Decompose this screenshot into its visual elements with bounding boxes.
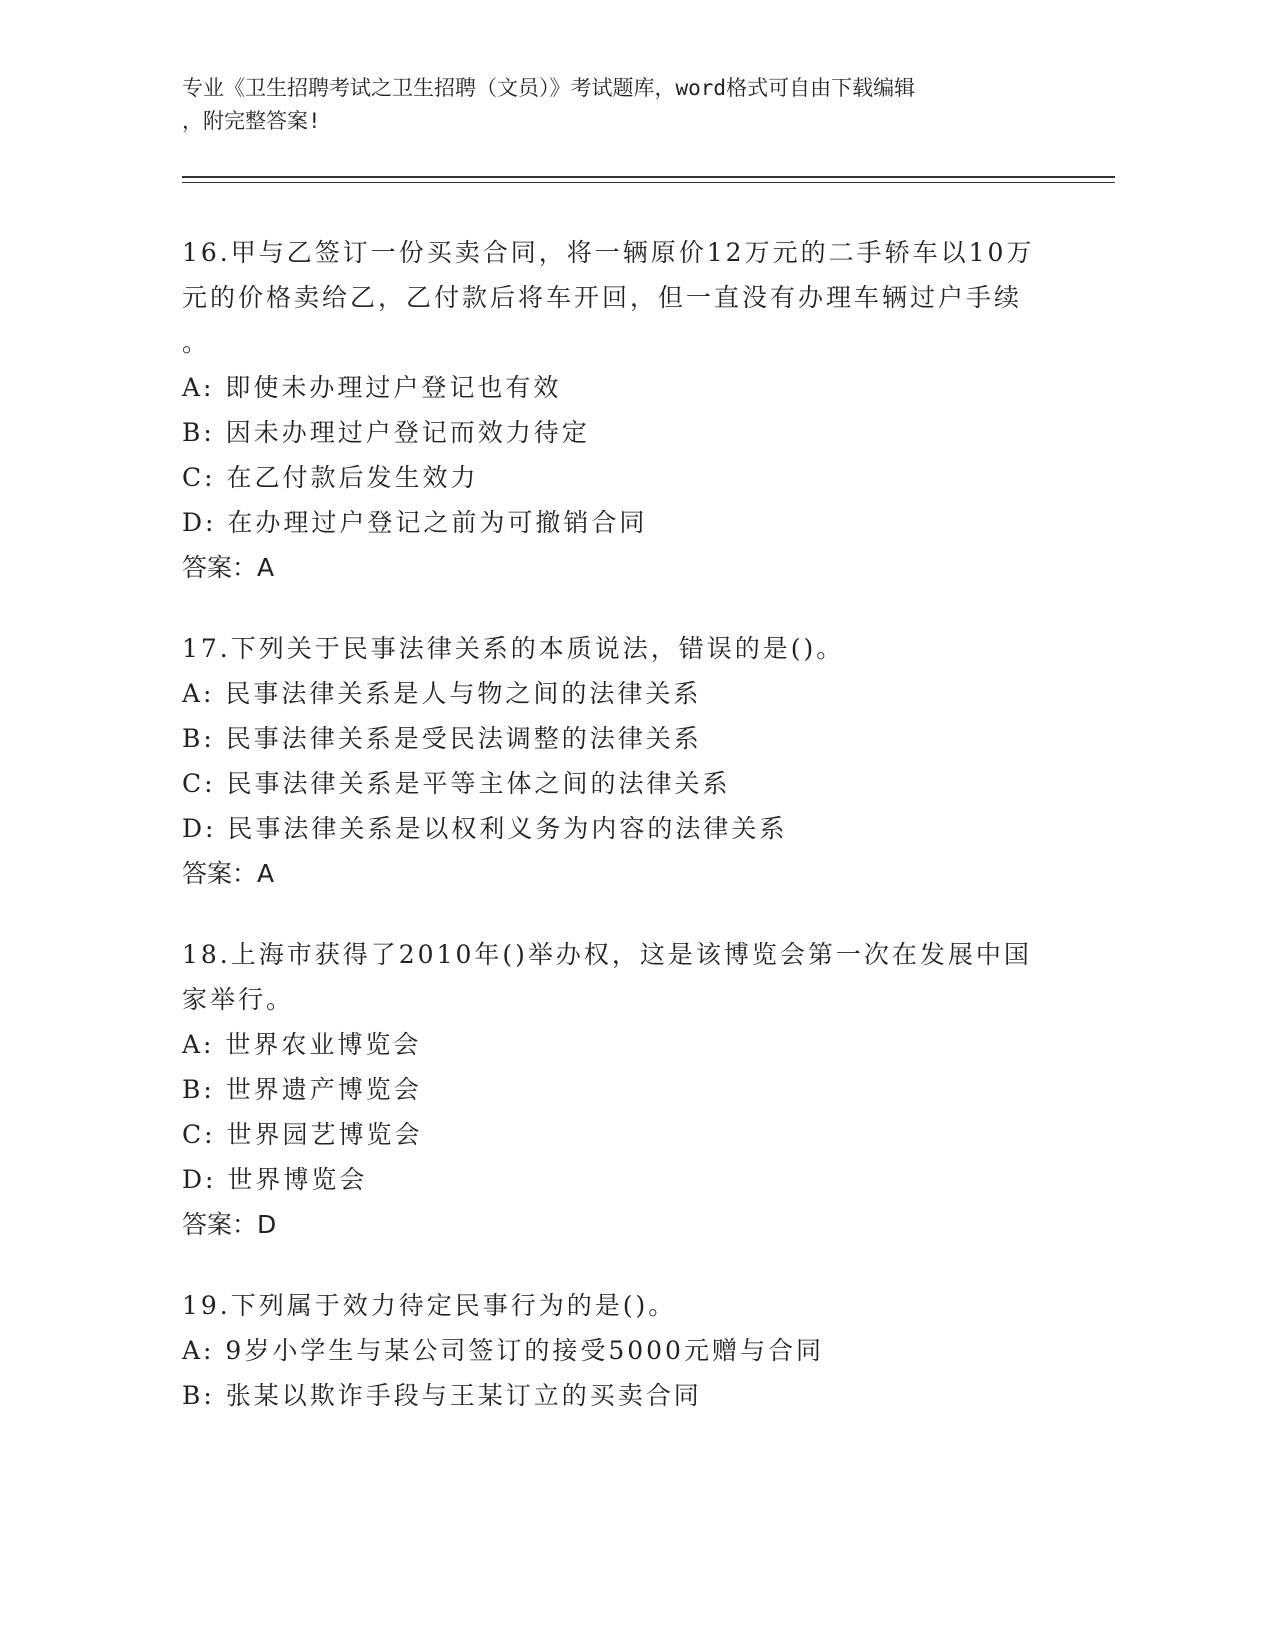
- header-line-2: ，附完整答案!: [182, 109, 321, 133]
- question-stem: [182, 230, 1082, 365]
- answer-option: B: 世界遗产博览会: [182, 1075, 422, 1104]
- question-block: [182, 626, 1082, 896]
- answer-option: B: 民事法律关系是受民法调整的法律关系: [182, 724, 702, 753]
- question-stem-line: 元的价格卖给乙，乙付款后将车开回，但一直没有办理车辆过户手续: [182, 283, 1023, 312]
- answer-option: D: 民事法律关系是以权利义务为内容的法律关系: [182, 814, 788, 843]
- answer-option: D: 世界博览会: [182, 1165, 368, 1194]
- question-block: [182, 1283, 1082, 1418]
- answer-option: B: 因未办理过户登记而效力待定: [182, 418, 590, 447]
- question-stem: [182, 932, 1082, 1022]
- answer-option: B: 张某以欺诈手段与王某订立的买卖合同: [182, 1381, 702, 1410]
- question-list: [182, 230, 1082, 1454]
- answer-option: A: 即使未办理过户登记也有效: [182, 373, 562, 402]
- question-stem-line: 17.下列关于民事法律关系的本质说法，错误的是()。: [182, 634, 845, 663]
- document-header: [182, 72, 1062, 138]
- question-block: [182, 932, 1082, 1247]
- header-rule-thick: [182, 176, 1115, 178]
- question-stem: [182, 626, 1082, 671]
- question-stem-line: 。: [182, 328, 211, 357]
- question-stem: [182, 1283, 1082, 1328]
- answer-option: C: 在乙付款后发生效力: [182, 463, 479, 492]
- answer-option: C: 世界园艺博览会: [182, 1120, 423, 1149]
- answer-key: 答案：A: [182, 553, 275, 582]
- answer-option: D: 在办理过户登记之前为可撤销合同: [182, 508, 648, 537]
- question-stem-line: 家举行。: [182, 985, 295, 1014]
- question-stem-line: 19.下列属于效力待定民事行为的是()。: [182, 1291, 677, 1320]
- answer-option: A: 世界农业博览会: [182, 1030, 422, 1059]
- answer-option: C: 民事法律关系是平等主体之间的法律关系: [182, 769, 731, 798]
- header-rule-thin: [182, 182, 1115, 183]
- answer-key: 答案：A: [182, 859, 275, 888]
- question-block: [182, 230, 1082, 590]
- question-stem-line: 18.上海市获得了2010年()举办权，这是该博览会第一次在发展中国: [182, 940, 1032, 969]
- question-stem-line: 16.甲与乙签订一份买卖合同，将一辆原价12万元的二手轿车以10万: [182, 238, 1035, 267]
- answer-option: A: 9岁小学生与某公司签订的接受5000元赠与合同: [182, 1336, 824, 1365]
- header-line-1: 专业《卫生招聘考试之卫生招聘（文员）》考试题库，word格式可自由下载编辑: [182, 76, 916, 100]
- answer-key: 答案：D: [182, 1210, 277, 1239]
- answer-option: A: 民事法律关系是人与物之间的法律关系: [182, 679, 702, 708]
